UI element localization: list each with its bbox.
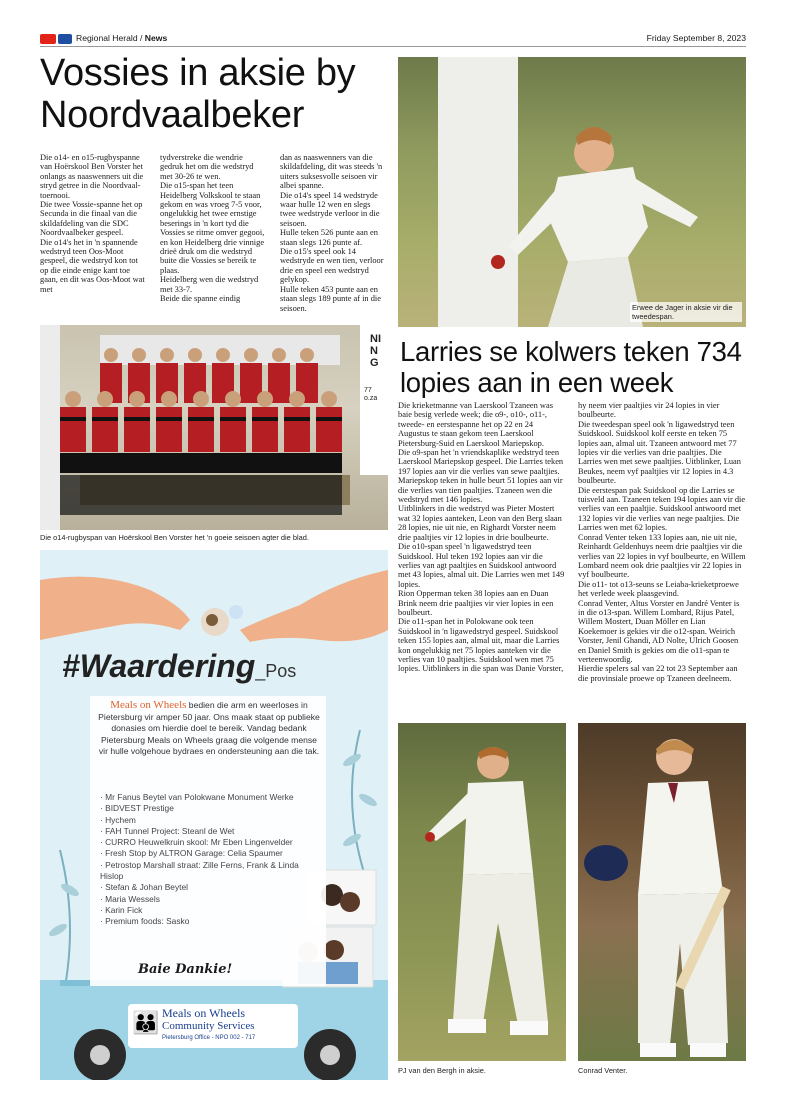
- pj-photo: [398, 723, 566, 1061]
- pj-figure: [398, 723, 566, 1061]
- advert-hashtag-line: [62, 648, 296, 685]
- article1-column-2: tydverstreke die wendrie gedruk het om die wedstryd met 30-26 te wen. Die o15-span het teen Heidelberg Volkskool te staan gekom en was vroeg 7-5 voor, ongelukkig het twee ernstige beserings in 'n kort tyd die Vossies se ritme omver gegooi, en kon Heidelberg drie vinnige drieë druk om die wedstryd buite die Vossies se bereik te plaas. Heidelberg wen die wedstryd met 33-7. Beide die spanne eindig: [160, 153, 265, 304]
- advert-list-item: · Stefan & Johan Beytel: [100, 882, 188, 893]
- meals-on-wheels-logo: [128, 1004, 298, 1048]
- article2-column-1: Die krieketmanne van Laerskool Tzaneen was baie besig verlede week; die o9-, o10-, o11-, tweede- en eerstespanne het op 22 en 24 Augustus te staan gekom teen Laerskool Pietersburg-Suid en Laerskool Mariepskop. Die o9-span het 'n vriendskaplike wedstryd teen Laerskool Mariepskop gespeel. Die Larries teken 197 lopies aan vir die verlies van sewe paaltjies. Mariepskop teken in hulle beurt 51 lopies aan vir die verlies van tien paaltjies. Tzaneen wen die wedstryd met 146 lopies. Uitblinkers in die wedstryd was Pieter Mostert wat 32 lopies aanteken, Leon van den Berg slaan 28 lopies, nie uit nie, en Righardt Vorster neem drie paaltjies vir 12 lopies in drie boulbeurte. Die o10-span speel 'n ligawedstryd teen Suidskool. Hul teken 192 lopies aan vir die verlies van agt paaltjies en Suidskool antwoord met 43 lopies, almal uit. Die Larries wen met 149 lopies. Rion Opperman teken 38 lopies aan en Duan Brink neem drie paaltjies vir vier lopies in een boulbeurt. Die o11-span het in Polokwane ook teen Suidskool in 'n ligawedstryd gespeel. Suidskool teken 155 lopies aan, almal uit, maar die Larries kon ongelukkig net 75 lopies aanteken vir die verlies van 10 paaltjies. Suidskool wen met 75 lopies. Uitblinkers in die span was Danie Vorster,: [398, 401, 565, 674]
- page-header: [40, 33, 746, 47]
- advert-list-item: · BIDVEST Prestige: [100, 803, 174, 814]
- header-publication: Regional Herald / News: [76, 33, 168, 43]
- article1-headline: Vossies in aksie by Noordvaalbeker: [40, 52, 356, 136]
- advert-list-item: · Petrostop Marshall straat: Zille Ferns, Frank & Linda Hislop: [100, 859, 299, 882]
- team-photo-banner-small: 77 o.za: [364, 387, 378, 402]
- advert-list-item: · Karin Fick: [100, 904, 143, 915]
- advert-list: [100, 792, 300, 928]
- advert-hashtag: #Waardering: [62, 648, 256, 684]
- logo-line-3: Pietersburg Office - NPO 002 - 717: [162, 1035, 256, 1041]
- logo-blue-block: [58, 34, 72, 44]
- logo-line-2: Community Services: [162, 1020, 255, 1032]
- logo-line-1: Meals on Wheels: [162, 1006, 246, 1020]
- team-photo: [40, 325, 388, 530]
- waardering-advert: [40, 550, 388, 1080]
- article1-column-1: Die o14- en o15-rugbyspanne van Hoërskool Ben Vorster het onlangs as naaswenners uit die stryd getree in die Noordvaal-toernooi. Die twee Vossie-spanne het op Secunda in die finaal van die skildafdeling van die SDC Noordvaalbeker gespeel. Die o14's het in 'n spannende wedstryd teen Oos-Moot gespeel, die wedstryd kon tot op die einde enige kant toe gaan, en dit was Oos-Moot wat met: [40, 153, 145, 294]
- team-photo-caption: Die o14-rugbyspan van Hoërskool Ben Vorster het 'n goeie seisoen agter die blad.: [40, 533, 309, 542]
- advert-thanks: Baie Dankie!: [138, 962, 233, 977]
- advert-intro-name: Meals on Wheels: [110, 699, 187, 711]
- bowler-figures: [398, 57, 746, 327]
- team-photo-banner-text: NING: [370, 333, 381, 369]
- article1-column-3: dan as naaswenners van die skildafdeling, dit was steeds 'n uiters suksesvolle seisoen vir albei spanne. Die o14's speel 14 wedstryde waar hulle 12 wen en slegs twee wedstryde verloor in die seisoen. Hulle teken 526 punte aan en staan slegs 126 punte af. Die o15's speel ook 14 wedstryde en wen tien, verloor drie en speel een wedstryd gelykop. Hulle teken 453 punte aan en staan slegs 189 punte af in die seisoen.: [280, 153, 384, 313]
- article2-headline: Larries se kolwers teken 734 lopies aan in een week: [400, 336, 742, 398]
- conrad-photo-caption: Conrad Venter.: [578, 1066, 628, 1075]
- advert-hashtag-suffix: _Pos: [255, 661, 297, 681]
- bowler-photo-caption: Erwee de Jager in aksie vir die tweedespan.: [630, 302, 742, 322]
- advert-list-item: · Fresh Stop by ALTRON Garage: Celia Spaumer: [100, 848, 283, 859]
- logo-people-icon: 👪: [132, 1010, 160, 1035]
- team-players: [40, 325, 388, 530]
- conrad-figure: [578, 723, 746, 1061]
- conrad-photo: [578, 723, 746, 1061]
- advert-intro: [96, 700, 322, 758]
- bowler-photo: [398, 57, 746, 327]
- article2-column-2: hy neem vier paaltjies vir 24 lopies in vier boulbeurte. Die tweedespan speel ook 'n ligawedstryd teen Suidskool. Suidskool kolf eerste en teken 75 lopies aan, almal uit. Tzaneen antwoord met 77 lopies vir die verlies van drie paaltjies. Die Larries wen met sewe paaltjies. Uitblinker, Luan Beukes, neem vyf paaltjies vir 12 lopies in 4.3 boulbeurte. Die eerstespan pak Suidskool op die Larries se tuisveld aan. Tzaneen teken 194 lopies aan vir die verlies van een paaltjie. Suidskool antwoord met 132 lopies vir die verlies van nege paaltjies. Die Larries wen met 62 lopies. Conrad Venter teken 133 lopies aan, nie uit nie, Reinhardt Geldenhuys neem drie paaltjies vir die verlies van 22 lopies in vyf boulbeurte, en Willem Lombard neem ook drie paaltjies vir 22 lopies in vyf boulbeurte. Die o11- tot o13-seuns se Leiaba-krieketproewe het verlede week plaasgevind. Conrad Venter, Altus Vorster en Jandré Venter is in die o13-span. Willem Lombard, Rijus Patel, Willem Mostert, Duan Möller en Lian Koekemoer is gekies vir die o12-span. Weirich Vorster, Jenil Ghandi, AD Nolte, Ulrich Goosen en Daniel Smith is gekies om die o11-span te verteenwoordig. Hierdie spelers sal van 22 tot 23 September aan die provinsiale proewe op Tzaneen deelneem.: [578, 401, 746, 683]
- advert-list-item: · FAH Tunnel Project: Steanl de Wet: [100, 825, 235, 836]
- advert-intro-text: bedien die arm en weerloses in Pietersburg vir amper 50 jaar. Ons maak staat op publieke donasies om hierdie doel te bereik. Vandag bedank Pietersburg Meals on Wheels graag die volgende mense vir hulle volgehoue bydraes en ondersteuning aan die tak.: [98, 700, 320, 756]
- logo-red-block: [40, 34, 56, 44]
- advert-list-item: · CURRO Heuwelkruin skool: Mr Eben Lingenvelder: [100, 837, 293, 848]
- advert-list-item: · Hychem: [100, 814, 136, 825]
- pj-photo-caption: PJ van den Bergh in aksie.: [398, 1066, 486, 1075]
- advert-list-item: · Premium foods: Sasko: [100, 916, 190, 927]
- advert-list-item: · Maria Wessels: [100, 893, 160, 904]
- header-date: Friday September 8, 2023: [646, 33, 746, 43]
- advert-list-item: · Mr Fanus Beytel van Polokwane Monument Werke: [100, 792, 294, 802]
